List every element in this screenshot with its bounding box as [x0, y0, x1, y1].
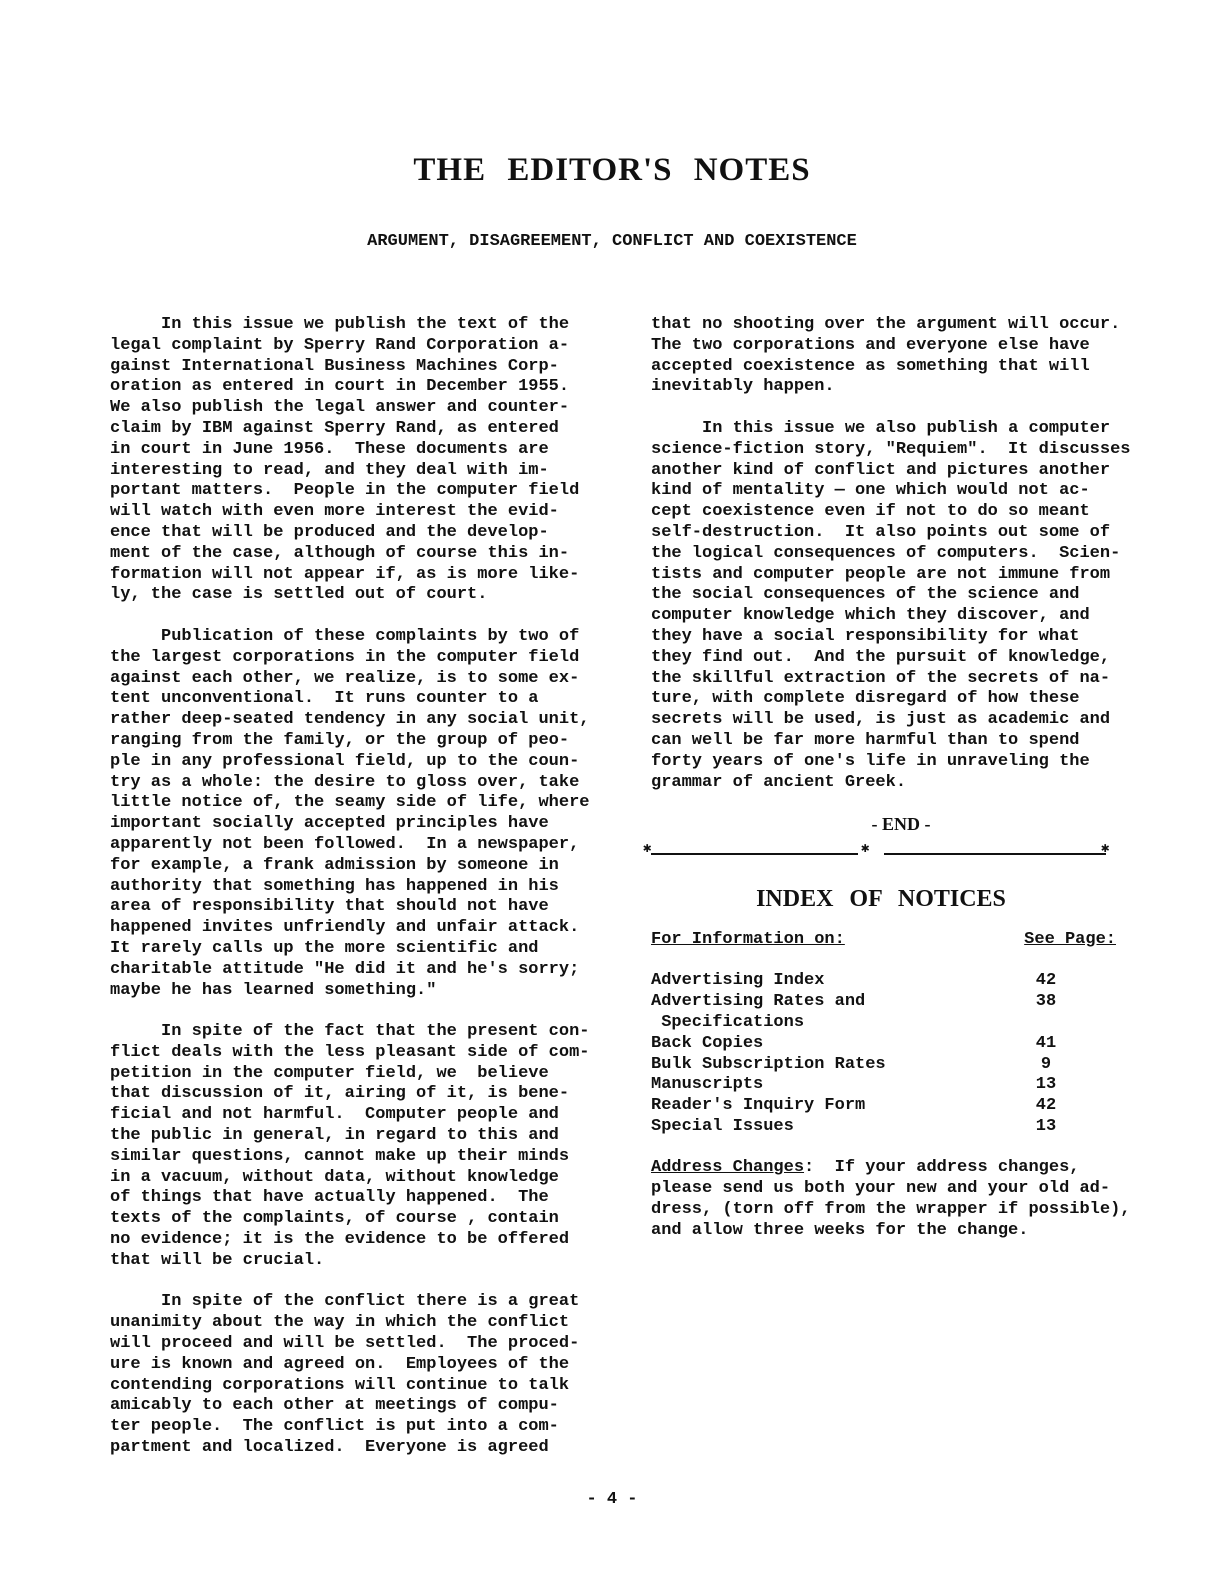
index-row [651, 1075, 1061, 1096]
index-list [651, 971, 1151, 1137]
index-row-page: 38 [1035, 992, 1057, 1012]
index-row [651, 1055, 1061, 1076]
index-row-page: 9 [1040, 1054, 1052, 1074]
index-title: INDEX OF NOTICES [756, 885, 1006, 912]
end-mark: - END - [871, 814, 931, 835]
index-row-page: 13 [1035, 1116, 1057, 1136]
paragraph: In spite of the fact that the present con- flict deals with the less pleasant side of com- petition in the computer field, we believe that discussion of it, airing of it, is bene- ficial and not harmful. Computer people and the public in general, in regard to this and similar questions, cannot make up their minds in a vacuum, without data, without knowledge of things that have actually happened. The texts of the complaints, of course , contain no evidence; it is the evidence to be offered that will be crucial. [110, 1022, 590, 1270]
index-row-label: Back Copies [651, 1033, 764, 1053]
left-column [110, 315, 600, 1480]
index-row-page: 41 [1035, 1033, 1057, 1053]
address-label: Address Changes [651, 1158, 805, 1178]
index-col-page: See Page: [1024, 929, 1116, 949]
index-row [651, 1096, 1061, 1117]
address-changes-note [651, 1158, 1131, 1241]
right-column [643, 315, 1151, 1242]
page-number: - 4 - [586, 1490, 638, 1509]
index-row [651, 992, 1061, 1034]
index-row [651, 1117, 1061, 1138]
index-row [651, 1034, 1061, 1055]
index-row-label: Special Issues [651, 1116, 794, 1136]
index-row-label: Manuscripts [651, 1075, 764, 1095]
index-row-label: Reader's Inquiry Form [651, 1096, 866, 1116]
paragraph: Publication of these complaints by two of the largest corporations in the computer field against each other, we realize, is to some ex- tent unconventional. It runs counter to a rather deep-seated tendency in any social unit, ranging from the family, or the group of peo- ple in any professional field, up to the coun- try as a whole: the desire to gloss over, take little notice of, the seamy side of life, where important socially accepted principles have apparently not been followed. In a newspaper, for example, a frank admission by someone in authority that something has happened in his area of responsibility that should not have happened invites unfriendly and unfair attack. It rarely calls up the more scientific and charitable attitude "He did it and he's sorry; maybe he has learned something." [110, 626, 590, 1000]
asterisk-icon: ✱ [861, 840, 870, 857]
index-row-page: 13 [1035, 1075, 1057, 1095]
index-row-label: Bulk Subscription Rates [651, 1054, 886, 1074]
asterisk-icon: ✱ [643, 840, 652, 857]
paragraph: In this issue we publish the text of the legal complaint by Sperry Rand Corporation a- gainst International Business Machines Corp- oration as entered in court in December 1955. We also publish the legal answer and counter- claim by IBM against Sperry Rand, as entered in court in June 1956. These documents are interesting to read, and they deal with im- portant matters. People in the computer field will watch with even more interest the evid- ence that will be produced and the develop- ment of the case, although of course this in- formation will not appear if, as is more like- ly, the case is settled out of court. [110, 315, 580, 605]
asterisk-icon: ✱ [1101, 840, 1110, 857]
index-row-label: Advertising Rates and Specifications [651, 992, 866, 1032]
index-header [651, 930, 1116, 951]
paragraph: In spite of the conflict there is a great unanimity about the way in which the conflict will proceed and will be settled. The proced- ure is known and agreed on. Employees of the contending corporations will continue to talk amicably to each other at meetings of compu- ter people. The conflict is put into a com- partment and localized. Everyone is agreed [110, 1292, 580, 1458]
index-row [651, 971, 1061, 992]
divider-line [651, 853, 858, 855]
index-row-page: 42 [1035, 971, 1057, 991]
paragraph: In this issue we also publish a computer science-fiction story, "Requiem". It discusses another kind of conflict and pictures another kind of mentality — one which would not ac- cept coexistence even if not to do so meant self-destruction. It also points out some of the logical consequences of computers. Scien- tists and computer people are not immune from the social consequences of the science and computer knowledge which they discover, and they have a social responsibility for what they find out. And the pursuit of knowledge, the skillful extraction of the secrets of na- ture, with complete disregard of how these secrets will be used, is just as academic and can well be far more harmful than to spend forty years of one's life in unraveling the grammar of ancient Greek. [651, 418, 1131, 792]
index-row-page: 42 [1035, 1096, 1057, 1116]
index-row-label: Advertising Index [651, 971, 825, 991]
index-col-label: For Information on: [651, 929, 845, 949]
section-divider [643, 839, 1151, 861]
article-subtitle: ARGUMENT, DISAGREEMENT, CONFLICT AND COEXISTENCE [367, 232, 857, 251]
divider-line [884, 853, 1106, 855]
address-text: : If your address changes, please send us both your new and your old ad- dress, (torn off from the wrapper if possible), and allow three weeks for the change. [651, 1158, 1131, 1240]
paragraph: that no shooting over the argument will occur. The two corporations and everyone else have accepted coexistence as something that will inevitably happen. [651, 315, 1121, 397]
page-title: THE EDITOR'S NOTES [413, 152, 811, 188]
